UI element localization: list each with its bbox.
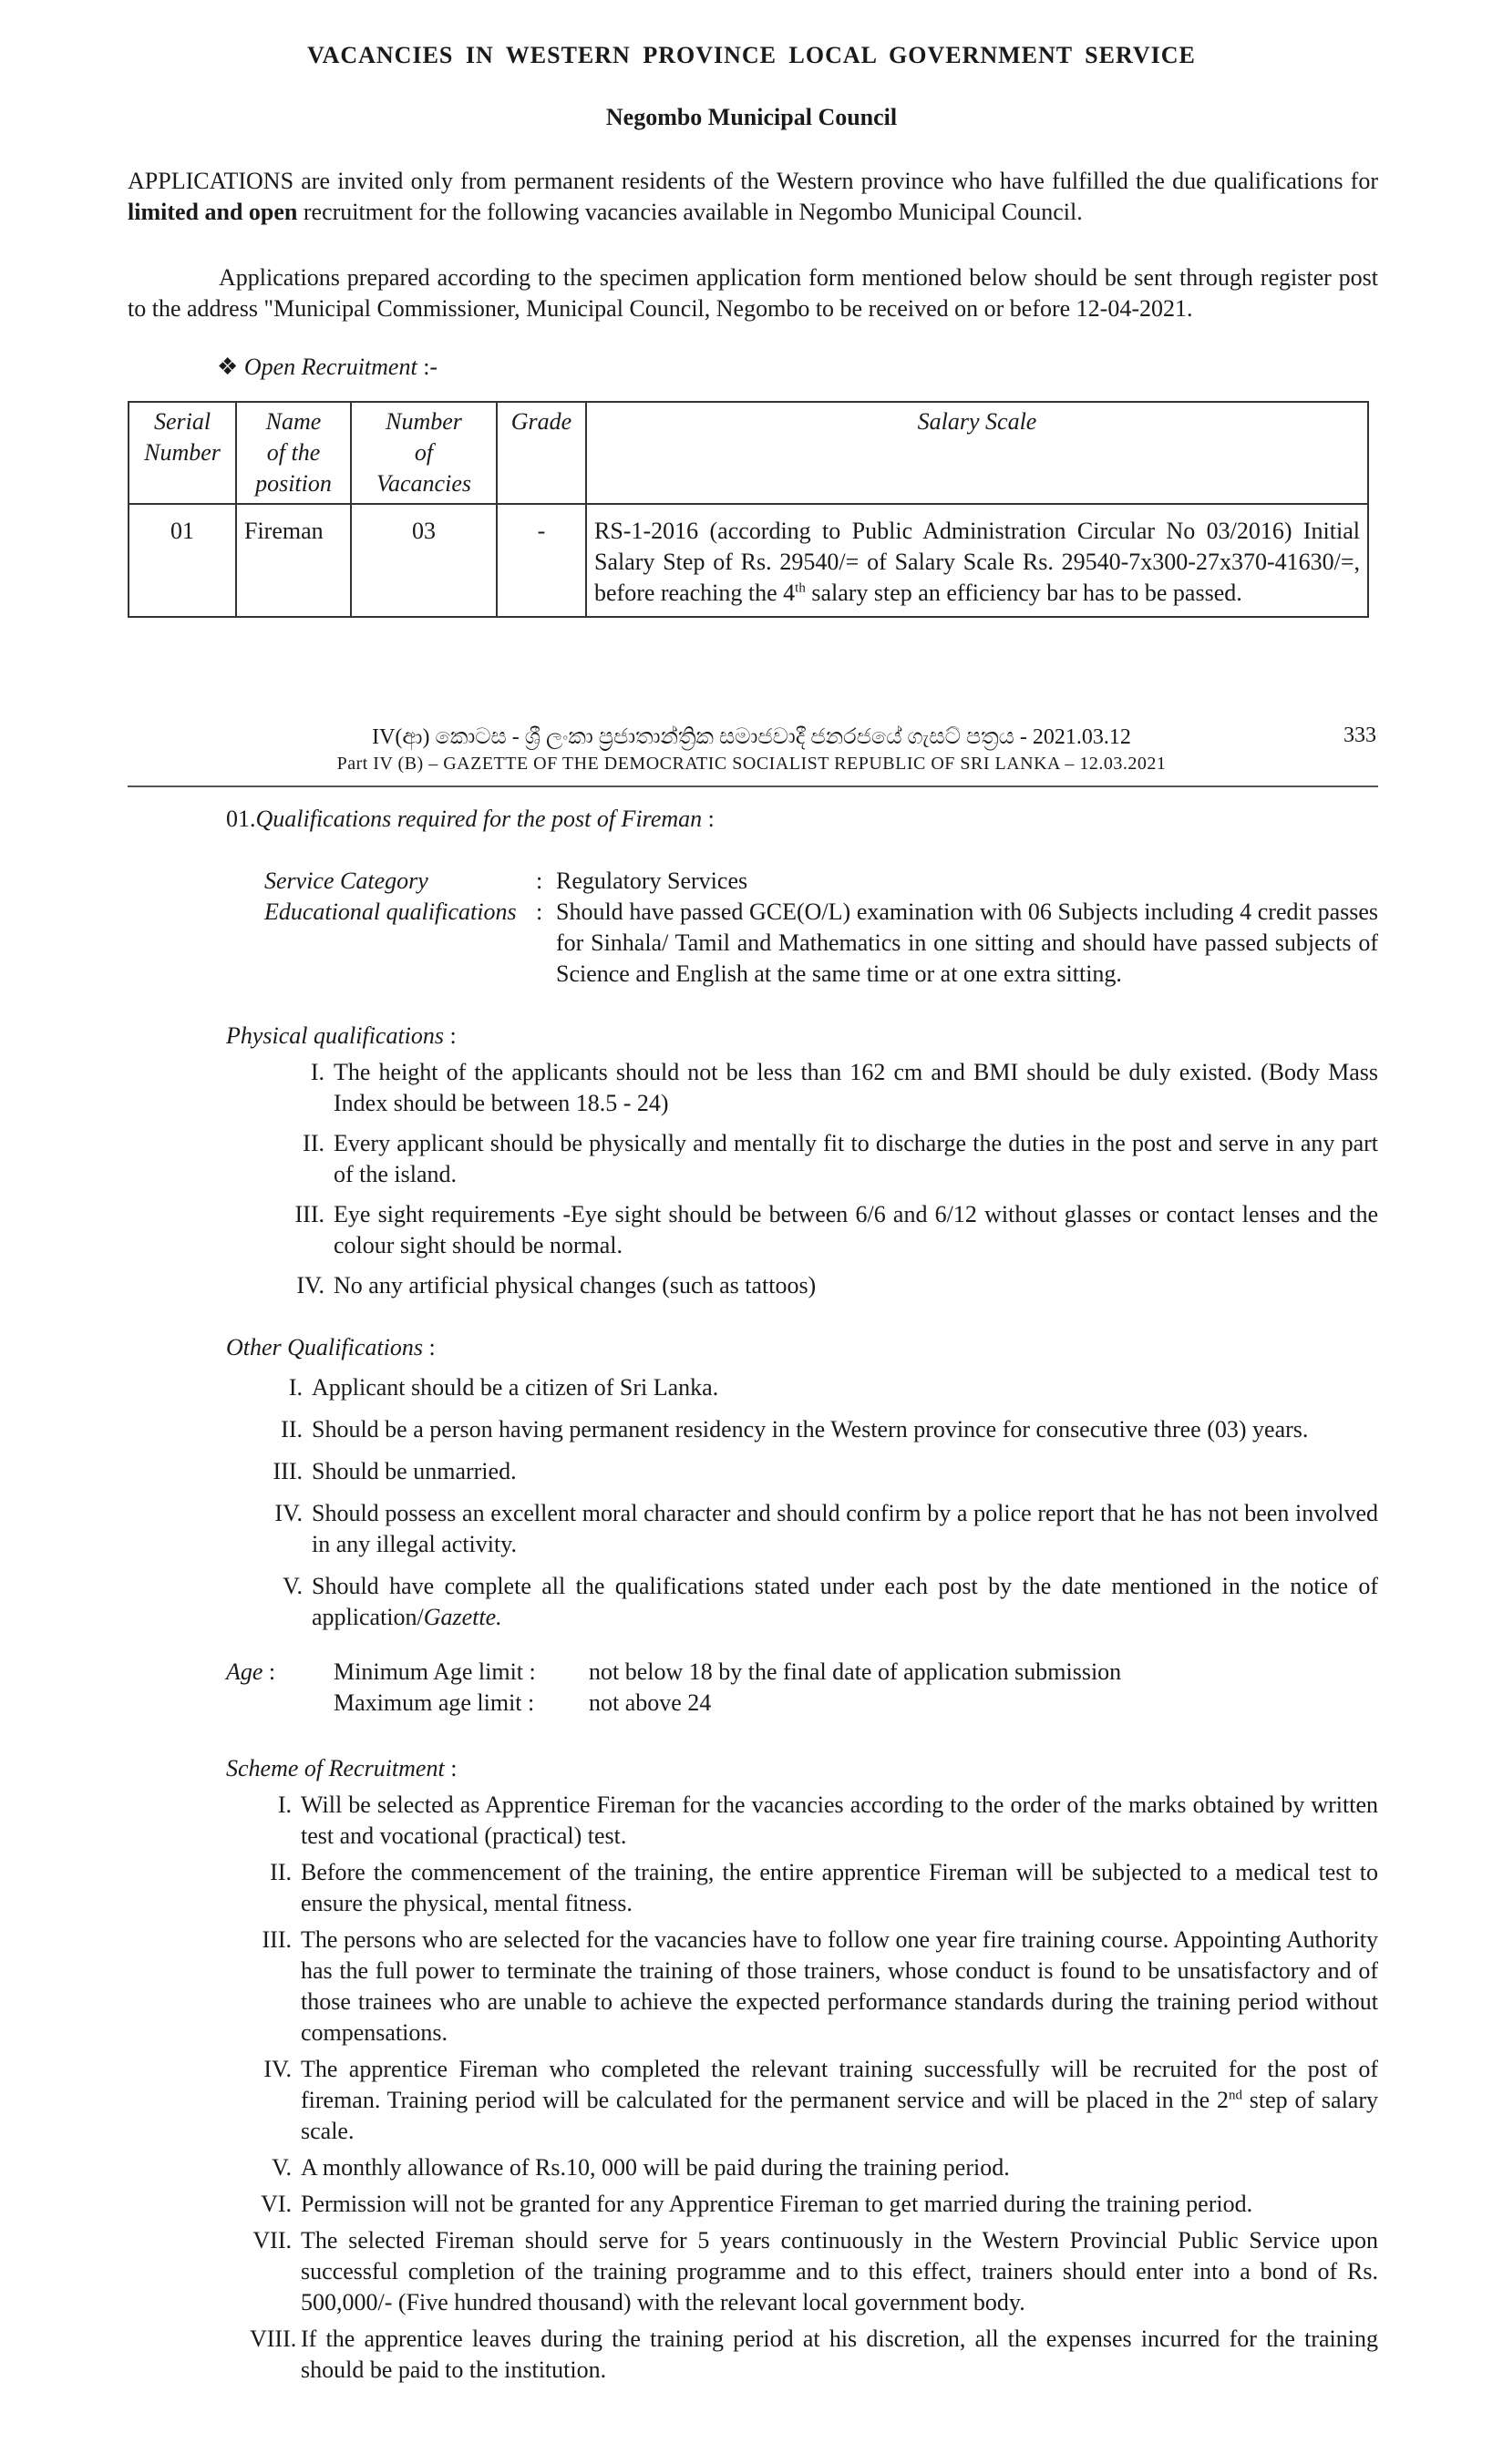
educational-qualifications-label: Educational qualifications <box>264 898 517 925</box>
page-number: 333 <box>1343 724 1376 747</box>
service-category-value: Regulatory Services <box>556 868 748 894</box>
cell-serial: 01 <box>129 504 236 617</box>
list-item <box>255 1414 1378 1445</box>
list-item <box>283 1057 1378 1119</box>
list-item-number: IV. <box>274 1500 303 1526</box>
list-item-text: Should have complete all the qualifications stated under each post by the date mentioned in the notice of application/ <box>312 1573 1378 1630</box>
list-item-number: V. <box>272 2154 292 2181</box>
list-item-text: Should be unmarried. <box>312 1458 517 1484</box>
list-item-number: II. <box>303 1130 324 1156</box>
council-name: Negombo Municipal Council <box>605 104 898 130</box>
min-age-label: Minimum Age limit : <box>334 1658 536 1685</box>
list-item-number: III. <box>294 1201 324 1227</box>
list-item <box>250 2225 1378 2318</box>
table-row <box>129 504 1368 617</box>
diamond-bullet-icon: ❖ <box>217 354 239 380</box>
service-category-label: Service Category <box>264 868 428 894</box>
age-label: Age : <box>226 1658 276 1685</box>
list-item-text: Should be a person having permanent residency in the Western province for consecutive three (03) years. <box>312 1416 1309 1442</box>
list-item-number: VI. <box>261 2191 292 2217</box>
list-item-text: No any artificial physical changes (such as tattoos) <box>334 1272 817 1299</box>
list-item-number: I. <box>288 1374 303 1401</box>
list-item <box>250 2324 1378 2386</box>
list-item-text: Before the commencement of the training, the entire apprentice Fireman will be subjected to a medical test to ensure the physical, mental fitness. <box>301 1859 1378 1916</box>
list-item-number: VII. <box>252 2227 292 2254</box>
list-item <box>250 1857 1378 1919</box>
list-item-text: If the apprentice leaves during the training period at his discretion, all the expenses incurred for the training should be paid to the institution. <box>301 2325 1378 2383</box>
list-item-number: I. <box>310 1059 324 1085</box>
document-title: VACANCIES IN WESTERN PROVINCE LOCAL GOVERNMENT SERVICE <box>307 42 1196 68</box>
vacancy-table <box>128 401 1369 618</box>
list-item-number: II. <box>281 1416 303 1442</box>
list-item <box>255 1571 1378 1633</box>
physical-qualifications-list <box>283 1057 1378 1310</box>
list-item-text: The apprentice Fireman who completed the relevant training successfully will be recruited for the post of fireman. Training period will be calculated for the permanent service and will be placed in the 2 <box>301 2056 1378 2113</box>
header-divider <box>128 785 1378 787</box>
header-salary-scale: Salary Scale <box>586 402 1368 504</box>
list-item-text: Will be selected as Apprentice Fireman for the vacancies according to the order of the marks obtained by written test and vocational (practical) test. <box>301 1792 1378 1849</box>
table-header-row <box>129 402 1368 504</box>
list-item <box>283 1128 1378 1190</box>
list-item-text: A monthly allowance of Rs.10, 000 will be paid during the training period. <box>301 2154 1010 2181</box>
list-item-number: VIII. <box>250 2325 297 2352</box>
list-item <box>250 2152 1378 2183</box>
max-age-label: Maximum age limit : <box>334 1689 535 1716</box>
gazette-word: Gazette. <box>423 1604 502 1630</box>
list-item-text: Applicant should be a citizen of Sri Lanka. <box>312 1374 719 1401</box>
open-recruitment-heading: ❖ Open Recruitment :- <box>217 354 438 380</box>
list-item <box>250 2054 1378 2147</box>
list-item <box>283 1199 1378 1261</box>
colon: : <box>536 898 543 925</box>
other-qualifications-heading: Other Qualifications : <box>226 1334 436 1360</box>
superscript: nd <box>1228 2088 1242 2103</box>
list-item-number: III. <box>262 1926 292 1953</box>
intro-paragraph-2: Applications prepared according to the specimen application form mentioned below should be sent through register post to the address "Municipal Commissioner, Municipal Council, Negombo to be received on or before 12-04-2021. <box>128 264 1378 322</box>
physical-qualifications-heading: Physical qualifications : <box>226 1022 457 1049</box>
list-item <box>250 1925 1378 2048</box>
list-item-text-continued: step of salary scale. <box>301 2087 1378 2144</box>
list-item <box>255 1372 1378 1403</box>
list-item-number: IV. <box>263 2056 292 2082</box>
list-item <box>250 1790 1378 1852</box>
header-serial-number: Serial Number <box>129 402 236 504</box>
scheme-heading: Scheme of Recruitment : <box>226 1755 458 1781</box>
list-item <box>255 1498 1378 1560</box>
list-item-text: The height of the applicants should not be less than 162 cm and BMI should be duly existed. (Body Mass Index should be between 18.5 - 24) <box>334 1059 1378 1116</box>
header-grade: Grade <box>497 402 586 504</box>
list-item <box>255 1456 1378 1487</box>
cell-salary: RS-1-2016 (according to Public Administration Circular No 03/2016) Initial Salary Step of Rs. 29540/= of Salary Scale Rs. 29540-7x300-27x370-41630/=, before reaching the 4th salary step an efficiency bar has to be passed. <box>586 504 1368 617</box>
colon: : <box>536 868 543 894</box>
list-item-text: The persons who are selected for the vacancies have to follow one year fire training course. Appointing Authority has the full power to terminate the training of those trainers, whose conduct is found to be unsatisfactory and of those trainees who are unable to achieve the expected performance standards during the training period without compensations. <box>301 1926 1378 2046</box>
cell-grade: - <box>497 504 586 617</box>
educational-qualifications-value: Should have passed GCE(O/L) examination with 06 Subjects including 4 credit passes for Sinhala/ Tamil and Mathematics in one sitting and should have passed subjects of Science and English at the same time or at one extra sitting. <box>556 898 1378 987</box>
scheme-of-recruitment-list <box>250 1790 1378 2391</box>
qualifications-heading: 01.Qualifications required for the post of Fireman : <box>226 806 715 832</box>
list-item-number: II. <box>270 1859 292 1885</box>
other-qualifications-list <box>255 1372 1378 1644</box>
max-age-value: not above 24 <box>589 1689 712 1716</box>
min-age-value: not below 18 by the final date of application submission <box>589 1658 1122 1685</box>
intro-paragraph-1: APPLICATIONS are invited only from permanent residents of the Western province who have fulfilled the due qualifications for limited and open recruitment for the following vacancies available in Negombo Municipal Council. <box>128 168 1378 225</box>
list-item-text: Permission will not be granted for any Apprentice Fireman to get married during the training period. <box>301 2191 1253 2217</box>
list-item-number: V. <box>283 1573 303 1599</box>
gazette-header-sinhala: IV(ආ) කොටස - ශ්‍රී ලංකා ප්‍රජාතාන්ත්‍රික සමාජවාදී ජනරජයේ ගැසට් පත්‍රය - 2021.03.12 <box>372 725 1131 749</box>
list-item-number: III. <box>273 1458 303 1484</box>
gazette-header-english: Part IV (B) – GAZETTE OF THE DEMOCRATIC SOCIALIST REPUBLIC OF SRI LANKA – 12.03.2021 <box>336 754 1167 774</box>
cell-vacancies: 03 <box>351 504 497 617</box>
list-item-text: Should possess an excellent moral character and should confirm by a police report that he has not been involved in any illegal activity. <box>312 1500 1378 1557</box>
list-item <box>283 1270 1378 1301</box>
list-item-text: The selected Fireman should serve for 5 years continuously in the Western Provincial Public Service upon successful completion of the training programme and to this effect, trainers should enter into a bond of Rs. 500,000/- (Five hundred thousand) with the relevant local government body. <box>301 2227 1378 2315</box>
list-item-text: Eye sight requirements -Eye sight should be between 6/6 and 6/12 without glasses or contact lenses and the colour sight should be normal. <box>334 1201 1378 1258</box>
list-item-text: Every applicant should be physically and mentally fit to discharge the duties in the post and serve in any part of the island. <box>334 1130 1378 1187</box>
header-vacancies: Number of Vacancies <box>351 402 497 504</box>
list-item-number: I. <box>277 1792 292 1818</box>
list-item <box>250 2189 1378 2220</box>
header-position-name: Name of the position <box>236 402 351 504</box>
cell-position: Fireman <box>236 504 351 617</box>
list-item-number: IV. <box>296 1272 324 1299</box>
